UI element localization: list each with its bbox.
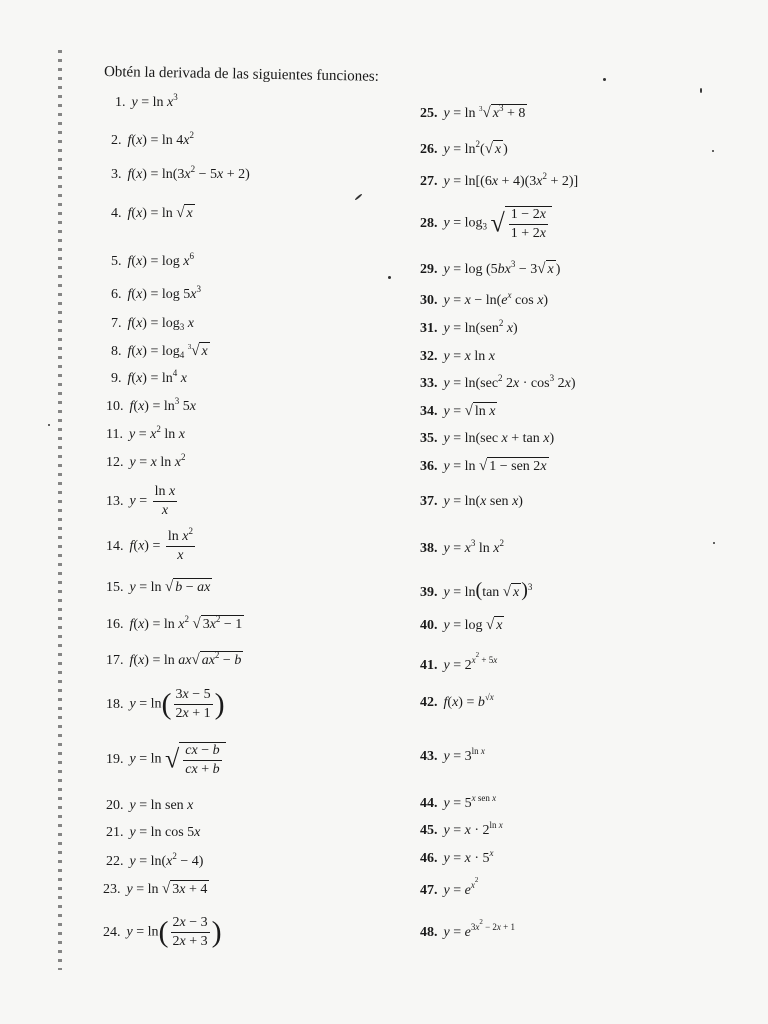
problem-48: 48. $y = e^{3x^2 - 2x + 1}$ — [420, 918, 515, 940]
scan-speck — [700, 88, 702, 93]
problem-39: 39. y = ln(tan √ x )$^3$ — [420, 579, 533, 601]
problem-22: 22. $y = \ln(x^2 - 4)$ — [106, 851, 204, 869]
problem-6: 6. $f(x) = \log 5x^3$ — [111, 284, 201, 302]
problem-33: 33. $y = \ln(\sec^2$ $2x \cdot \cos^3 2x$) — [420, 373, 576, 391]
scan-speck — [603, 78, 606, 81]
problem-41: 41. $y = 2^{x^2 + 5x}$ — [420, 651, 498, 673]
perforation-dots — [58, 50, 62, 970]
problem-12: 12. y = x $\ln x^2$ — [106, 452, 186, 470]
problem-21: 21. y = ln cos 5x — [106, 825, 201, 840]
scan-speck — [48, 424, 50, 426]
problem-32: 32. y = x ln x — [420, 349, 495, 364]
problem-36: 36. y = ln √ 1 − sen 2x — [420, 458, 547, 474]
problem-25: 25. y = ln $^3$√ $x^3 + 8$ — [420, 103, 526, 121]
problem-15: 15. y = ln √ b − ax — [106, 579, 211, 595]
problem-46: 46. $y = x \cdot 5^x$ — [420, 848, 494, 866]
problem-40: 40. y = log √ x — [420, 617, 503, 633]
problem-43: 43. $y = 3^{ln x}$ — [420, 746, 485, 764]
problem-38: 38. $y = x^3$ $\ln x^2$ — [420, 538, 504, 556]
problem-2: 2. $f(x) = \ln 4x^2$ — [111, 130, 194, 148]
problem-13: 13. y = $\frac{\text{ln x}}{x}$ — [106, 484, 176, 518]
problem-28: 28. $y = \log_3$ √ $\frac{1 - 2x}{1 + 2x}$ — [420, 206, 552, 241]
problem-30: 30. $y = x - \ln(e^x$ cos x) — [420, 290, 549, 308]
problem-37: 37. y = ln(x sen x) — [420, 494, 523, 509]
problem-20: 20. y = ln sen x — [106, 798, 194, 813]
problem-11: 11. $y = x^2$ ln x — [106, 424, 185, 442]
problem-3: 3. $f(x) = \ln(3x^2 - 5x + 2)$ — [111, 164, 250, 182]
problem-23: 23. y = ln √ 3x + 4 — [103, 881, 208, 897]
problem-24: 24. y = ln( $\frac{2x - 3}{2x + 3}$ ) — [103, 915, 222, 949]
problem-35: 35. y = ln(sec x + tan x) — [420, 431, 555, 446]
problem-1: 1. $y = \ln x^3$ — [115, 92, 178, 110]
problem-26: 26. $y = \ln^2(√$ x ) — [420, 139, 508, 157]
problem-16: 16. $f(x) = \ln x^2$ √ $3x^2 - 1$ — [106, 614, 243, 632]
scan-speck — [388, 276, 391, 279]
scan-speck — [354, 193, 362, 200]
scan-speck — [713, 542, 715, 544]
problem-44: 44. $y = 5^{x sen x}$ — [420, 793, 497, 811]
problem-47: 47. $y = e^{x^2}$ — [420, 876, 479, 898]
problem-27: 27. $y = \ln[(6x + 4)(3x^2 + 2)]$ — [420, 171, 579, 189]
problem-4: 4. f(x) = ln √ x — [111, 205, 193, 221]
problem-8: 8. $f(x) = \log_4 ^3√$ x — [111, 343, 208, 360]
problem-42: 42. $f(x) = b^{√x}$ — [420, 692, 494, 710]
problem-17: 17. f(x) = ln ax√ $ax^2 - b$ — [106, 650, 242, 668]
problem-31: 31. y = ln(sen$^2$ x) — [420, 318, 518, 336]
problem-7: 7. $f(x) = \log_3 x$ — [111, 316, 194, 332]
problem-14: 14. f(x) = $\frac{\ln x^2}{x}$ — [106, 526, 193, 563]
problem-5: 5. $f(x) = \log x^6$ — [111, 251, 194, 269]
problem-45: 45. $y = x \cdot 2^{ln x}$ — [420, 820, 503, 838]
scan-speck — [712, 150, 714, 152]
problem-18: 18. y = ln( $\frac{3x - 5}{2x + 1}$ ) — [106, 687, 225, 721]
problem-34: 34. y = √ ln x — [420, 403, 496, 419]
page-title: Obtén la derivada de las siguientes funciones: — [103, 64, 380, 85]
problem-29: 29. $y = \log (5bx^3 - 3√$ x ) — [420, 259, 561, 277]
problem-10: 10. $f(x) = \ln^3 5x$ — [106, 396, 196, 414]
problem-19: 19. y = ln √ $\frac{cx - b}{cx + b}$ — [106, 742, 226, 777]
problem-9: 9. $f(x) = \ln^4 x$ — [111, 368, 187, 386]
